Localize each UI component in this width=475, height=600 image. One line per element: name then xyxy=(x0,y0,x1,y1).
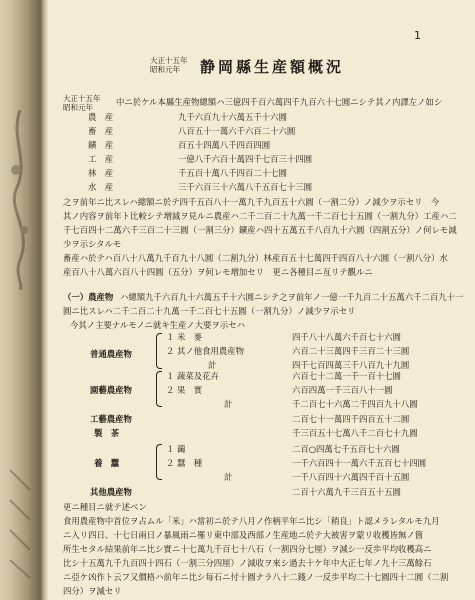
paragraph-line: 之ヲ前年ニ比スレハ總額ニ於テ四千五百八十一萬九千九百五十六圓（一割二分）ノ減少ヲ示セリ 今 xyxy=(63,197,440,207)
product-subtotal: 計 xyxy=(208,360,217,370)
product-value: 六百二十三萬四千三百二十三圓 xyxy=(292,346,410,356)
product-category: 園藝農産物 xyxy=(90,385,132,395)
product-value: 一千六百四十一萬六千五百七十四圓 xyxy=(292,458,426,468)
product-value: 四千七百四萬三千八百九十九圓 xyxy=(292,360,410,370)
product-value: 二百十六萬九千三百五十五圓 xyxy=(292,487,401,497)
summary-label: 工 産 xyxy=(88,154,114,164)
product-category: 普通農産物 xyxy=(90,349,132,359)
summary-value: 千五百十萬八千四百二十七圓 xyxy=(178,168,287,178)
summary-value: 一億八千六百十萬四千七百三十四圓 xyxy=(178,154,312,164)
product-subtotal: 計 xyxy=(224,472,233,482)
product-category: 製 茶 xyxy=(94,428,120,438)
paragraph-line: 産百八十八萬六百八十四圓（五分）ヲ何レモ増加セリ 更ニ各種目ニ亙リテ觀ルニ xyxy=(63,267,373,277)
summary-label: 畜 産 xyxy=(88,126,114,136)
section-text-line: ハ總額九千六百九十六萬五千十六圓ニシテ之ヲ前年ノ一億一千九百二十五萬六千二百九十一 xyxy=(120,292,464,302)
product-item: １ 米 麥 xyxy=(166,332,203,342)
paragraph-line: 比シ十五萬九千九百四十四石（一割三分四厘）ノ減收ヲ來シ過去十ケ年中大正七年ノ九十三萬餘石 xyxy=(63,558,432,568)
paragraph-line: 畜産ハ於テハ百八十八萬九千百九十八圓（二割九分）林産百五十七萬四千四百八十六圓（一割八分）水 xyxy=(63,253,448,263)
spine-decoration-icon xyxy=(6,110,34,290)
paragraph-line: 千七百四十二萬六千三百二十三圓（一割三分）鑛産ハ四十五萬五千八百九十六圓（四割五分）ノ何レモ減 xyxy=(63,225,457,235)
product-value: 六百四萬一千三百八十一圓 xyxy=(292,385,393,395)
summary-label: 鑛 産 xyxy=(88,140,114,150)
product-value: 一千八百四十六萬四千百十五圓 xyxy=(292,472,410,482)
product-item: １ 蔬菜及花卉 xyxy=(166,371,219,381)
summary-value: 三千六百三十六萬八千五百七十三圓 xyxy=(178,182,312,192)
spine-pattern-icon xyxy=(6,460,34,580)
product-item: ２ 果 實 xyxy=(166,385,203,395)
book-spine xyxy=(0,0,40,600)
intro-era: 大正十五年 昭和元年 xyxy=(63,94,101,112)
summary-label: 農 産 xyxy=(88,112,114,122)
product-category: 其他農産物 xyxy=(90,487,132,497)
product-item: ２ 蠶 種 xyxy=(166,458,203,468)
paragraph-line: 四分）ヲ減セリ xyxy=(63,586,122,596)
summary-label: 林 産 xyxy=(88,168,114,178)
section-text-line: 圓ニ比スレハ二千二百二十九萬一千二百七十五圓（一割九分）ノ減少ヲ示セリ xyxy=(63,306,356,316)
product-category: 養 蠶 xyxy=(94,458,120,468)
summary-value: 百五十四萬八千四百四圓 xyxy=(178,140,271,150)
summary-value: 九千六百九十六萬五千十六圓 xyxy=(178,112,287,122)
page-number: 1 xyxy=(414,29,421,42)
section-heading: （一）農産物 xyxy=(63,292,114,302)
product-category: 工藝農産物 xyxy=(90,414,132,424)
summary-value: 八百五十一萬六千六百二十六圓 xyxy=(178,126,296,136)
product-value: 二百○四萬七千五百七十六圓 xyxy=(292,444,400,454)
paragraph-line: ニ亞ケ凶作ト云フ又價格ハ前年ニ比シ每石ニ付十圓ナラ八十二錢ノ一反歩平均二十七圓四十二圓（二割 xyxy=(63,572,449,582)
intro-text: 中ニ於ケル本縣生産物總額ハ三億四千百六萬四千九百六十七圓ニシテ其ノ内譯左ノ如シ xyxy=(116,97,443,107)
section-text-line: 今其ノ主要ナルモノニ就キ生産ノ大要ヲ示セハ xyxy=(70,320,245,330)
paragraph-line: 食用農産物中首位ヲ占ムル「米」ハ當初ニ於テ八月ノ作柄平年ニ比シ「稍良」ト認メラレタルモ九月 xyxy=(63,516,440,526)
paragraph-line: 少ヲ示シタルモ xyxy=(63,239,122,249)
product-value: 千三百五十七萬八千二百七十九圓 xyxy=(292,428,418,438)
page-gutter xyxy=(40,0,48,600)
product-value: 二百七十一萬四千四百五十二圓 xyxy=(292,414,410,424)
product-item: １ 繭 xyxy=(166,444,194,454)
product-value: 六百七十二萬一千一百十七圓 xyxy=(292,371,401,381)
page-title: 静岡縣生産額概況 xyxy=(200,58,345,76)
brace-mark xyxy=(156,371,162,407)
brace-mark xyxy=(156,444,162,480)
paragraph-line: 其ノ内容ヲ前年ト比較シテ増減ヲ見ルニ農産ハ二千二百二十九萬一千二百七十五圓（一割九分）工産ハ二 xyxy=(63,211,457,221)
product-subtotal: 計 xyxy=(224,399,233,409)
paragraph-line: 所生セタル結果前年ニ比シ實ニ十七萬九千百七十八石（一割四分七厘）ヲ減シ一反歩平均收穫高ニ xyxy=(63,544,432,554)
paragraph-line: ニ入リ四日、十七日兩日ノ暴風雨ニ罹リ東中部及西部ノ生産地ニ於テ大被害ヲ蒙リ收穫皆無ノ箇 xyxy=(63,530,424,540)
summary-label: 水 産 xyxy=(88,182,114,192)
title-era: 大正十五年 昭和元年 xyxy=(150,56,188,74)
document-page xyxy=(48,0,475,600)
product-item: ２ 其ノ他食用農産物 xyxy=(166,346,245,356)
brace-mark xyxy=(156,333,162,369)
product-value: 千二百七十六萬二千四百九十八圓 xyxy=(292,399,418,409)
paragraph-line: 更ニ種目ニ就テ述ベン xyxy=(63,502,147,512)
product-value: 四千八十八萬六千百七十六圓 xyxy=(292,332,401,342)
